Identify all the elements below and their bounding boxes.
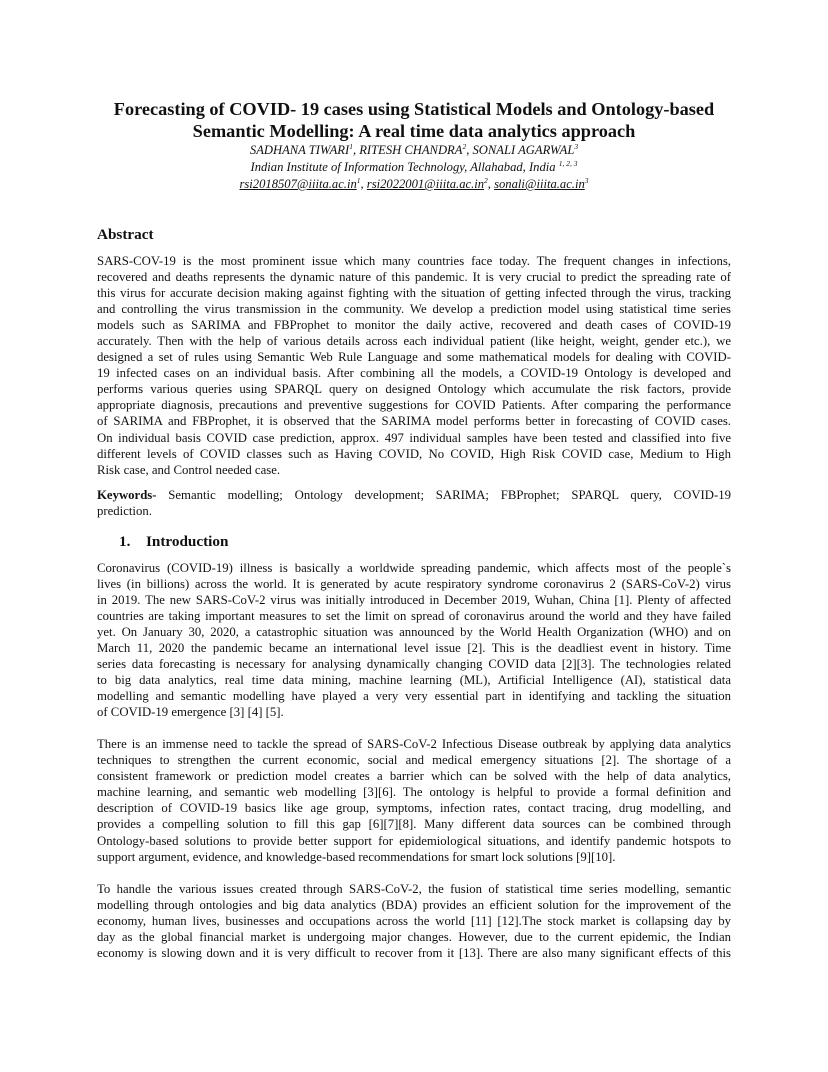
paragraph-gap bbox=[97, 865, 731, 881]
author-block bbox=[97, 142, 731, 193]
title-line-2: Semantic Modelling: A real time data analytics approach bbox=[192, 121, 636, 141]
abstract-line: recovered and deaths represents the dynamic nature of this pandemic. It is very crucial to predict the spreading rate of bbox=[97, 270, 731, 285]
intro-line: March 11, 2020 the pandemic became an international level issue [2]. This is the deadliest event in history. Time bbox=[97, 640, 731, 655]
intro-line: of COVID-19 emergence [3] [4] [5]. bbox=[97, 705, 284, 720]
intro-line: economy is slowing down and it is very difficult to recover from it [13]. There are also many significant effects of this bbox=[97, 945, 731, 960]
section-number: 1. bbox=[119, 532, 131, 550]
paragraph-gap bbox=[97, 720, 731, 736]
affiliation-text: Indian Institute of Information Technology, Allahabad, India bbox=[250, 160, 559, 174]
abstract-line: performs various queries using SPARQL query on designed Ontology which accumulate the risk factors, provide bbox=[97, 382, 731, 397]
affiliation-marks: 1, 2, 3 bbox=[558, 158, 578, 168]
email-1-affil: 1 bbox=[356, 175, 361, 185]
author-1: SADHANA TIWARI bbox=[249, 143, 350, 157]
email-link-3[interactable]: sonali@iiita.ac.in bbox=[494, 177, 585, 191]
intro-line: provides a compelling solution to fill this gap [6][7][8]. Many different data sources can be combined through bbox=[97, 817, 731, 832]
intro-line: countries are taking important measures to set the limit on spread of coronavirus around the world and they have failed bbox=[97, 608, 731, 623]
intro-paragraph-2 bbox=[97, 736, 731, 864]
intro-line: to big data analytics, real time data mining, machine learning (ML), Artificial Intelligence (AI), statistical data bbox=[97, 673, 731, 688]
author-sep: , bbox=[466, 143, 473, 157]
keywords-line-1 bbox=[97, 487, 731, 503]
intro-line: modelling through ontologies and big data analytics (BDA) provides an efficient solution for the improvement of the bbox=[97, 897, 731, 912]
author-2: RITESH CHANDRA bbox=[359, 143, 463, 157]
abstract-line: this virus for accurate decision making against fighting with the situation of getting infected through the virus, tracking bbox=[97, 286, 731, 301]
intro-paragraph-3 bbox=[97, 881, 731, 961]
title-line-1: Forecasting of COVID- 19 cases using Statistical Models and Ontology-based bbox=[113, 99, 715, 119]
intro-line: To handle the various issues created through SARS-CoV-2, the fusion of statistical time series modelling, semantic bbox=[97, 881, 731, 896]
email-link-1[interactable]: rsi2018507@iiita.ac.in bbox=[239, 177, 357, 191]
keywords-label: Keywords- bbox=[97, 487, 157, 502]
intro-line: support argument, evidence, and knowledge-based recommendations for smart lock solutions [9][10]. bbox=[97, 849, 616, 864]
author-2-affil: 2 bbox=[462, 141, 467, 151]
abstract-line: 19 infected cases on an individual basis. After combining all the models, a COVID-19 Ontology is developed and bbox=[97, 366, 731, 381]
email-2-affil: 2 bbox=[484, 175, 488, 185]
intro-line: lives (in billions) across the world. It is generated by acute respiratory syndrome coronavirus 2 (SARS-CoV-2) virus bbox=[97, 576, 731, 591]
intro-line: There is an immense need to tackle the spread of SARS-CoV-2 Infectious Disease outbreak by applying data analytics bbox=[97, 737, 731, 752]
author-names bbox=[97, 142, 731, 159]
abstract-line: models such as SARIMA and FBProphet to monitor the daily active, recovered and death cases of COVID-19 bbox=[97, 318, 731, 333]
abstract-line: Risk case, and Control needed case. bbox=[97, 462, 281, 477]
intro-line: series data forecasting is necessary for analysing dynamically changing COVID data [2][3]. The technologies related bbox=[97, 657, 731, 672]
intro-line: consistent framework or prediction model creates a barrier which can be solved with the help of data analytics, bbox=[97, 769, 731, 784]
author-sep: , bbox=[352, 143, 360, 157]
abstract-line: designed a set of rules using Semantic Web Rule Language and some mathematical models for dealing with COVID- bbox=[97, 350, 731, 365]
abstract-body bbox=[97, 253, 731, 478]
intro-line: techniques to strengthen the current economic, social and medical emergency situations [2]. The shortage of a bbox=[97, 753, 731, 768]
intro-line: day as the global financial market is undergoing major changes. However, due to the current epidemic, the Indian bbox=[97, 929, 731, 944]
email-sep: , bbox=[487, 177, 495, 191]
author-3-affil: 3 bbox=[574, 141, 579, 151]
affiliation bbox=[97, 159, 731, 176]
author-1-affil: 1 bbox=[349, 141, 353, 151]
intro-line: machine learning, and semantic web modelling [3][6]. The ontology is helpful to provide a formal definition and bbox=[97, 785, 731, 800]
abstract-line: different levels of COVID classes such as Having COVID, No COVID, High Risk COVID case, Medium to High bbox=[97, 446, 731, 461]
abstract-heading: Abstract bbox=[97, 226, 154, 243]
section-title: Introduction bbox=[146, 532, 229, 550]
email-link-2[interactable]: rsi2022001@iiita.ac.in bbox=[366, 177, 485, 191]
keywords bbox=[97, 487, 731, 519]
author-emails bbox=[97, 176, 731, 193]
intro-line: description of COVID-19 basics like age group, symptoms, infection rates, contact tracing, drug modelling, and bbox=[97, 801, 731, 816]
abstract-line: accurately. Then with the help of various details across each individual patient (like height, weight, gender etc.), we bbox=[97, 334, 731, 349]
keywords-line-2: prediction. bbox=[97, 503, 152, 518]
introduction-heading bbox=[97, 532, 731, 552]
intro-line: yet. On January 30, 2020, a catastrophic situation was announced by the World Health Organization (WHO) and on bbox=[97, 624, 731, 639]
intro-line: Ontology-based solutions to provide better support for epidemiological situations, and identify pandemic hotspots to bbox=[97, 833, 731, 848]
intro-line: in 2019. The new SARS-CoV-2 virus was initially introduced in December 2019, Wuhan, China [1]. Plenty of affected bbox=[97, 592, 731, 607]
email-3-affil: 3 bbox=[584, 175, 589, 185]
author-3: SONALI AGARWAL bbox=[472, 143, 575, 157]
email-sep: , bbox=[360, 177, 367, 191]
intro-line: modelling and semantic modelling have played a very very essential part in identifying and tackling the situation bbox=[97, 689, 731, 704]
intro-paragraph-1 bbox=[97, 560, 731, 720]
keywords-text: Semantic modelling; Ontology development; SARIMA; FBProphet; SPARQL query, COVID-19 bbox=[156, 487, 731, 502]
intro-line: economy, human lives, businesses and occupations across the world [11] [12].The stock market is collapsing day by bbox=[97, 913, 731, 928]
abstract-line: of SARIMA and FBProphet, it is observed that the SARIMA model performs better in forecasting of COVID cases. bbox=[97, 414, 731, 429]
paper-title bbox=[97, 98, 731, 142]
paper-page bbox=[97, 98, 731, 961]
abstract-line: and controlling the virus transmission in the community. We develop a prediction model using statistical time series bbox=[97, 302, 731, 317]
abstract-line: appropriate diagnosis, precautions and preventive suggestions for COVID Patients. After comparing the performance bbox=[97, 398, 731, 413]
intro-line: Coronavirus (COVID-19) illness is basically a worldwide spreading pandemic, which affects most of the people`s bbox=[97, 560, 731, 575]
abstract-line: On individual basis COVID case prediction, approx. 497 individual samples have been tested and classified into five bbox=[97, 430, 731, 445]
abstract-line: SARS-COV-19 is the most prominent issue which many countries face today. The frequent changes in infections, bbox=[97, 254, 731, 268]
